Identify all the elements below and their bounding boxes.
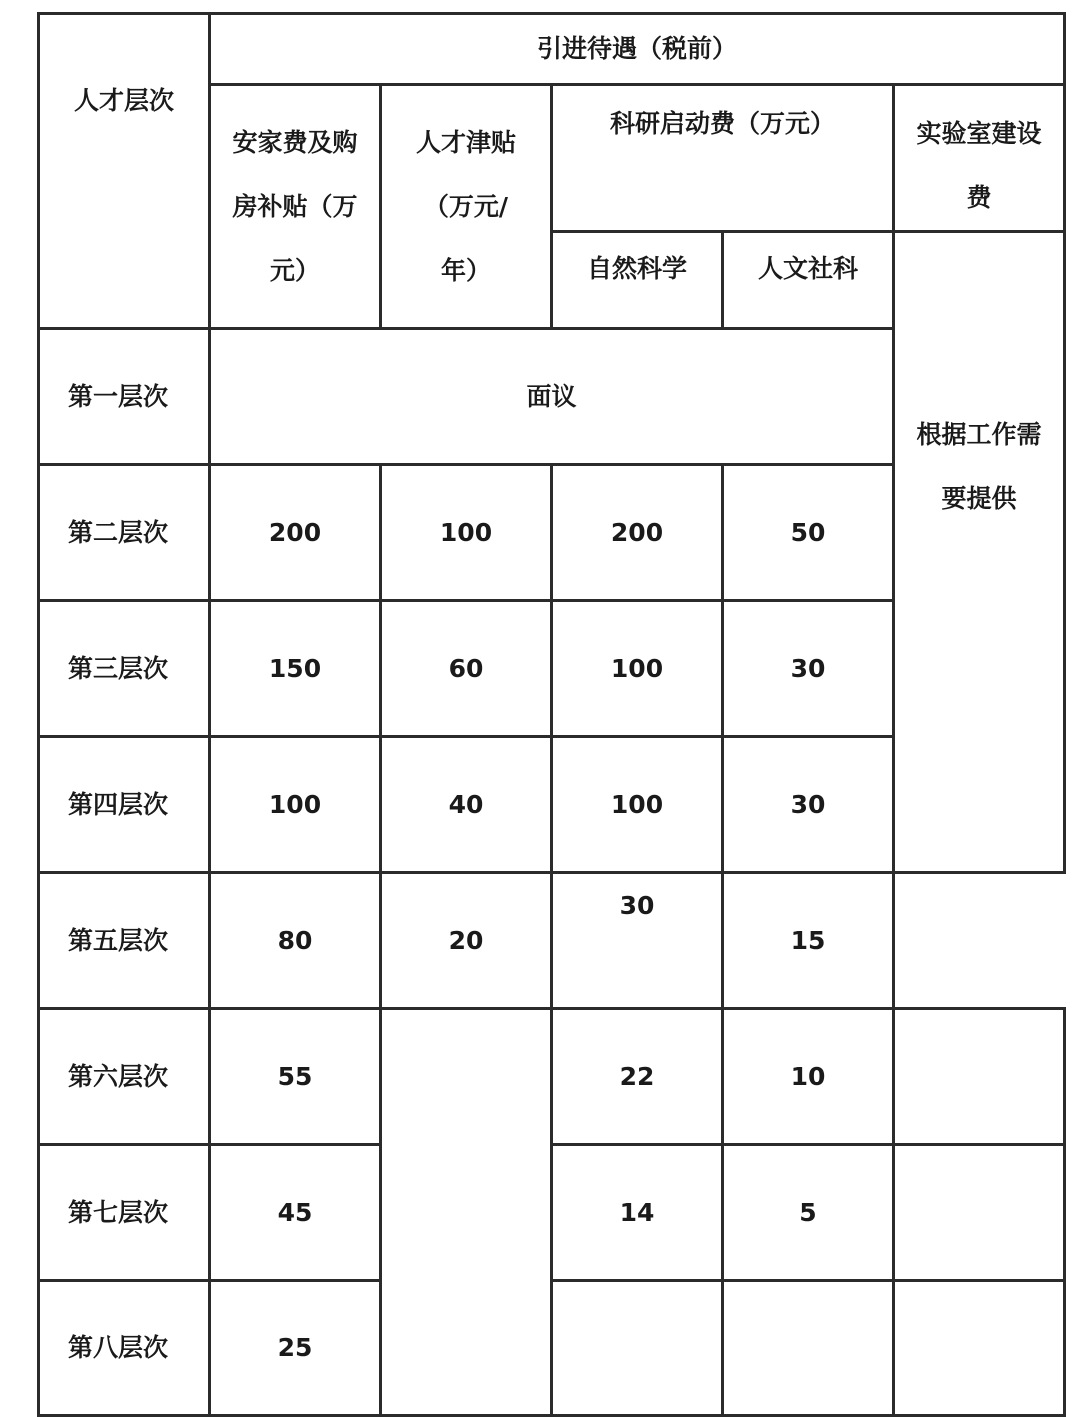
treatment-header: 引进待遇（税前） [210, 14, 1065, 85]
level-cell: 第一层次 [39, 329, 210, 465]
allowance-value: 60 [381, 601, 552, 737]
lab-construction-header [894, 85, 1065, 232]
level-cell: 第五层次 [39, 873, 210, 1009]
lab-note-text: 根据工作需要提供 [916, 420, 1042, 513]
lab-note-cell [894, 232, 1065, 873]
humanities-value: 30 [723, 601, 894, 737]
housing-value: 55 [210, 1009, 381, 1145]
negotiable-cell: 面议 [210, 329, 894, 465]
table-row [39, 1145, 1065, 1281]
humanities-value: 10 [723, 1009, 894, 1145]
housing-value: 25 [210, 1281, 381, 1416]
lab-empty-cell [894, 1281, 1065, 1416]
natural-science-value: 200 [552, 465, 723, 601]
lab-empty-cell [894, 1145, 1065, 1281]
table-row [39, 1009, 1065, 1145]
humanities-value: 15 [723, 873, 894, 1009]
level-cell: 第二层次 [39, 465, 210, 601]
table-row [39, 1281, 1065, 1416]
level-cell: 第七层次 [39, 1145, 210, 1281]
natural-science-value [552, 1281, 723, 1416]
lab-empty-cell [894, 1009, 1065, 1145]
table-row [39, 873, 1065, 1009]
talent-allowance-header-text: 人才津贴（万元/年） [415, 127, 516, 285]
natural-science-value: 22 [552, 1009, 723, 1145]
level-cell: 第八层次 [39, 1281, 210, 1416]
humanities-value: 50 [723, 465, 894, 601]
level-cell: 第三层次 [39, 601, 210, 737]
natural-science-value: 100 [552, 737, 723, 873]
allowance-value: 20 [381, 873, 552, 1009]
housing-value: 100 [210, 737, 381, 873]
natural-science-value: 14 [552, 1145, 723, 1281]
natural-science-value: 30 [552, 873, 723, 1009]
talent-treatment-table [37, 12, 1066, 1417]
humanities-value [723, 1281, 894, 1416]
housing-value: 150 [210, 601, 381, 737]
housing-value: 200 [210, 465, 381, 601]
humanities-value: 5 [723, 1145, 894, 1281]
allowance-value: 40 [381, 737, 552, 873]
talent-level-header: 人才层次 [39, 14, 210, 329]
talent-allowance-header [381, 85, 552, 329]
natural-science-value: 100 [552, 601, 723, 737]
humanities-header: 人文社科 [723, 232, 894, 329]
level-cell: 第六层次 [39, 1009, 210, 1145]
level-cell: 第四层次 [39, 737, 210, 873]
housing-value: 80 [210, 873, 381, 1009]
humanities-value: 30 [723, 737, 894, 873]
natural-science-header: 自然科学 [552, 232, 723, 329]
lab-construction-header-text: 实验室建设费 [916, 119, 1042, 212]
housing-subsidy-header [210, 85, 381, 329]
housing-subsidy-header-text: 安家费及购房补贴（万元） [232, 127, 358, 285]
allowance-empty-cell [381, 1009, 552, 1416]
allowance-value: 100 [381, 465, 552, 601]
housing-value: 45 [210, 1145, 381, 1281]
research-funding-header: 科研启动费（万元） [552, 85, 894, 232]
